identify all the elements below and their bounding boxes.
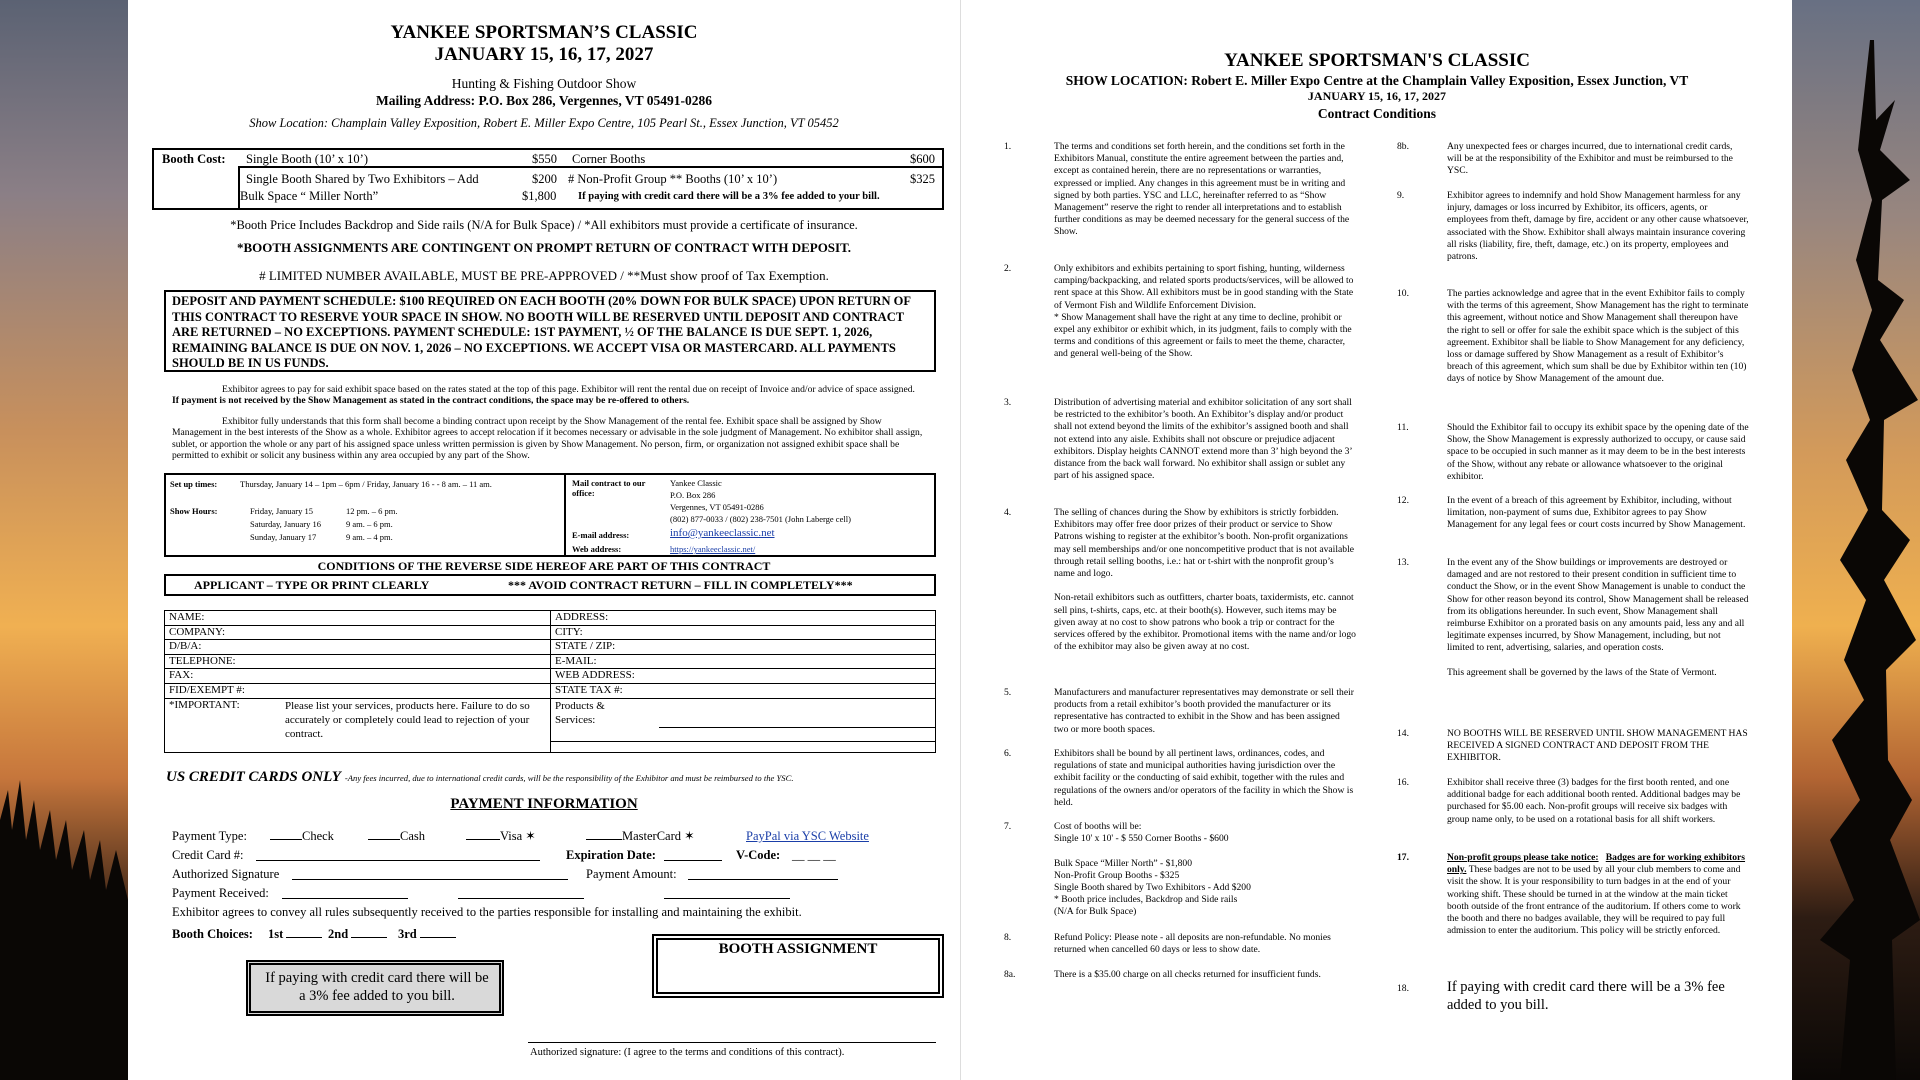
field-email[interactable]: E-MAIL: (551, 654, 936, 669)
office-line-2: P.O. Box 286 (670, 490, 716, 500)
hours-day-3: Sunday, January 17 (250, 532, 317, 542)
shared-booth-label: Single Booth Shared by Two Exhibitors – Add (246, 172, 479, 186)
payment-paragraph-text: Exhibitor agrees to pay for said exhibit space based on the rates stated at the top of this page. Exhibitor will rent the rental due on receipt of Invoice and/or advice of space assigned. (222, 384, 915, 395)
credit-card-number-input[interactable] (256, 860, 540, 861)
products-services-field[interactable] (551, 698, 936, 752)
important-cell (165, 698, 551, 752)
booth-choice-3[interactable]: 3rd (398, 927, 456, 942)
term-2: Only exhibitors and exhibits pertaining to sport fishing, hunting, wilderness camping/backpacking, and related sports products/services, will be allowed to rent space at this Show. All exhibitors must be in good standing with the State of Vermont Fish and Wildlife Enforcement Division. * Show Management shall have the right at any time to decline, prohibit or expel any exhibitor or exhibit which, in its judgment, fails to comply with the terms and conditions of this agreement or fails to meet the theme, character, and general well-being of the Show. (1054, 263, 1354, 360)
booth-choice-2[interactable]: 2nd (328, 927, 387, 942)
bulk-space-label: Bulk Space “ Miller North” (240, 189, 379, 203)
term-9: Exhibitor agrees to indemnify and hold Show Management harmless for any injury, damages or loss incurred by Exhibitor, its officers, agents, or employees from theft, damage by fire, accident or any other cause whatsoever, associated with the Show. Exhibitor shall always maintain insurance covering all risks (liability, fire, theft, damage, etc.) on its property, employees and patrons. (1447, 190, 1749, 263)
field-fax[interactable]: FAX: (165, 669, 551, 684)
vcode-input[interactable]: __ __ __ (792, 848, 836, 862)
term-14: NO BOOTHS WILL BE RESERVED UNTIL SHOW MANAGEMENT HAS RECEIVED A SIGNED CONTRACT AND DEPOSIT FROM THE EXHIBITOR. (1447, 728, 1748, 764)
term-6: Exhibitors shall be bound by all pertinent laws, ordinances, codes, and regulations of state and municipal authorities having jurisdiction over the exhibit facility or the conducting of said exhibit, together with the rules and regulations of the owners and/or operators of the facility in which the Show is held. (1054, 748, 1354, 808)
cc-only-note: -Any fees incurred, due to international credit cards, will be the responsibility of the Exhibitor and must be reimbursed to the YSC. (344, 773, 794, 783)
term-number-4: 4. (1004, 507, 1012, 518)
payment-type-label: Payment Type: (172, 829, 247, 843)
cc-fee-note: If paying with credit card there will be a 3% fee added to your bill. (578, 191, 880, 202)
web-label: Web address: (572, 544, 622, 554)
hours-time-2: 9 am. – 6 pm. (346, 519, 393, 529)
term-number-12: 12. (1397, 495, 1409, 506)
term-number-2: 2. (1004, 263, 1012, 274)
office-line-3: Vergennes, VT 05491-0286 (670, 502, 764, 512)
avoid-return-line: *** AVOID CONTRACT RETURN – FILL IN COMPLETELY*** (508, 578, 853, 592)
booth-price-note: *Booth Price Includes Backdrop and Side rails (N/A for Bulk Space) / *All exhibitors must provide a certificate of insurance. (230, 218, 858, 232)
field-state-tax[interactable]: STATE TAX #: (551, 683, 936, 698)
authorized-signature-input[interactable] (292, 879, 568, 880)
credit-card-notice (166, 768, 793, 786)
payment-received-input-3[interactable] (664, 898, 790, 899)
field-dba[interactable]: D/B/A: (165, 640, 551, 655)
vcode-label: V-Code: (736, 848, 781, 862)
mastercard-option[interactable]: MasterCard ✶ (586, 829, 695, 844)
email-link[interactable]: info@yankeeclassic.net (670, 527, 775, 539)
show-info-divider (564, 475, 566, 555)
payment-received-label: Payment Received: (172, 886, 269, 900)
office-line-1: Yankee Classic (670, 478, 722, 488)
booth-choice-1[interactable]: 1st (268, 927, 322, 942)
cash-option[interactable]: Cash (368, 829, 425, 844)
payment-received-input-1[interactable] (282, 898, 408, 899)
bulk-space-price: $1,800 (522, 189, 557, 203)
check-option[interactable]: Check (270, 829, 334, 844)
term-number-11: 11. (1397, 422, 1409, 433)
term-number-8b: 8b. (1397, 141, 1409, 152)
term-11: Should the Exhibitor fail to occupy its exhibit space by the opening date of the Show, the Show Management is expressly authorized to occupy, or cause said space to be occupied in such manner as it may deem to be in the best interests of the Show, without any rebate or allowance whatsoever to the original exhibitor. (1447, 422, 1749, 482)
field-telephone[interactable]: TELEPHONE: (165, 654, 551, 669)
expiration-label: Expiration Date: (566, 848, 656, 862)
term-8: Refund Policy: Please note - all deposits are non-refundable. No monies returned when cancelled 60 days or less to show date. (1054, 932, 1331, 956)
term-16: Exhibitor shall receive three (3) badges for the first booth rented, and one additional badge for each additional booth rented. Additional badges may be purchased for $5.00 each. Non-profit groups will receive six badges with group name only, to be used on a rotational basis for all shift workers. (1447, 777, 1741, 825)
important-text: Please list your services, products here. Failure to do so accurately or completely could lead to rejection of your contract. (285, 699, 530, 740)
field-company[interactable]: COMPANY: (165, 625, 551, 640)
term-number-17: 17. (1397, 852, 1409, 863)
field-state-zip[interactable]: STATE / ZIP: (551, 640, 936, 655)
hours-time-1: 12 pm. – 6 pm. (346, 506, 398, 516)
cc-fee-callout (246, 960, 504, 1016)
term-number-16: 16. (1397, 777, 1409, 788)
booth-choices-label: Booth Choices: (172, 927, 253, 941)
term-10: The parties acknowledge and agree that in the event Exhibitor fails to comply with the terms of this agreement, Show Management has the right to terminate this agreement, without notice and Show Management shall thereupon have the right to sell or offer for sale the exhibit space which is the subject of this agreement. Exhibitor shall be liable to Show Management for any deficiency, loss or damage suffered by Show Management as a result of Exhibitor’s breach of this agreement, which sum shall be due by Exhibitor within ten (10) days of notice by Show Management of the amount due. (1447, 288, 1749, 385)
limited-number-note: # LIMITED NUMBER AVAILABLE, MUST BE PRE-APPROVED / **Must show proof of Tax Exemption. (259, 268, 829, 283)
conditions-subtitle: Contract Conditions (1317, 106, 1437, 121)
term-5: Manufacturers and manufacturer representatives may demonstrate or sell their products from a retail exhibitor’s booth provided the manufacturer or its representative has contracted to exhibit in the Show and has been assigned two or more booth spaces. (1054, 687, 1354, 735)
form-subtitle: Hunting & Fishing Outdoor Show (451, 76, 637, 91)
conditions-line: CONDITIONS OF THE REVERSE SIDE HEREOF ARE PART OF THIS CONTRACT (317, 559, 771, 573)
grass-silhouette-left (0, 760, 128, 1080)
field-address[interactable]: ADDRESS: (551, 611, 936, 626)
tree-silhouette (1800, 40, 1920, 1080)
setup-label: Set up times: (170, 479, 218, 489)
payment-amount-label: Payment Amount: (586, 867, 677, 881)
cc-fee-callout-text: If paying with credit card there will be a 3% fee added to you bill. (265, 970, 489, 1004)
form-dates: JANUARY 15, 16, 17, 2027 (434, 44, 654, 65)
term-number-7: 7. (1004, 821, 1012, 832)
term-13: In the event any of the Show buildings or improvements are destroyed or damaged and are not restored to their present condition in sufficient time to conduct the Show, or in the event Show Management is unable to conduct the Show for other reason beyond its control, Show Management shall be released from its obligations hereunder. In such event, Show Management shall reimburse Exhibitor on a prorated basis on any amounts paid, less any and all legitimate expenses incurred, by Show Management, including, but not limited to rent, advertising, salaries, and operation costs. This agreement shall be governed by the laws of the State of Vermont. (1447, 557, 1749, 678)
single-booth-label: Single Booth (10’ x 10’) (246, 152, 368, 166)
term-number-3: 3. (1004, 397, 1012, 408)
form-title: YANKEE SPORTSMAN’S CLASSIC (390, 22, 698, 43)
term-number-13: 13. (1397, 557, 1409, 568)
applicant-form-table (164, 610, 936, 753)
email-label: E-mail address: (572, 530, 630, 540)
expiration-input[interactable] (664, 860, 722, 861)
show-location: Show Location: Champlain Valley Exposition, Robert E. Miller Expo Centre, 105 Pearl St., Essex Junction, VT 05452 (249, 116, 839, 130)
deposit-schedule-box: DEPOSIT AND PAYMENT SCHEDULE: $100 REQUIRED ON EACH BOOTH (20% DOWN FOR BULK SPACE) UPON RETURN OF THIS CONTRACT TO RESERVE YOUR SPACE IN SHOW. NO BOOTH WILL BE RESERVED UNTIL DEPOSIT AND CONTRACT ARE RETURNED – NO EXCEPTIONS. PAYMENT SCHEDULE: 1ST PAYMENT, ½ OF THE BALANCE IS DUE SEPT. 1, 2026, REMAINING BALANCE IS DUE ON NOV. 1, 2026 – NO EXCEPTIONS. WE ACCEPT VISA OR MASTERCARD. ALL PAYMENTS SHOULD BE IN US FUNDS. (164, 290, 936, 372)
term-17-text: These badges are not to be used by all your club members to come and visit the show. It is your responsibility to turn badges in at the end of your working shift. These should be turned in at the window at the main ticket booth outside of the front entrance of the auditorium. If others come to work the booth and there no badges available, they will be required to pay full admission to enter the auditorium. This policy will be strictly enforced. (1447, 864, 1741, 937)
term-17-badges: Badges are for working exhibitors only. (1447, 852, 1746, 876)
shared-booth-price: $200 (532, 172, 557, 186)
conditions-location: SHOW LOCATION: Robert E. Miller Expo Centre at the Champlain Valley Exposition, Essex Junction, VT (1065, 73, 1689, 88)
products-label: Products & Services: (555, 699, 605, 726)
conditions-dates: JANUARY 15, 16, 17, 2027 (1307, 89, 1447, 103)
term-number-8a: 8a. (1004, 969, 1016, 980)
term-8b: Any unexpected fees or charges incurred, due to international credit cards, will be at the responsibility of the Exhibitor and must be reimbursed to the YSC. (1447, 141, 1733, 177)
nonprofit-booth-price: $325 (910, 172, 935, 186)
term-17-notice: Non-profit groups please take notice: (1447, 852, 1599, 863)
term-18: If paying with credit card there will be a 3% fee added to you bill. (1447, 979, 1725, 1013)
contract-form-page (128, 0, 960, 1080)
hours-time-3: 9 am. – 4 pm. (346, 532, 393, 542)
field-name[interactable]: NAME: (165, 611, 551, 626)
payment-amount-input[interactable] (688, 879, 838, 880)
field-city[interactable]: CITY: (551, 625, 936, 640)
term-7: Cost of booths will be: Single 10' x 10' - $ 550 Corner Booths - $600 Bulk Space “Miller North” - $1,800 Non-Profit Group Booths - $325 Single Booth shared by Two Exhibitors - Add $200 * Booth price includes, Backdrop and Side rails (N/A for Bulk Space) (1054, 821, 1251, 918)
term-number-18: 18. (1397, 983, 1409, 994)
single-booth-price: $550 (532, 152, 557, 166)
authorized-signature-label: Authorized Signature (172, 867, 280, 881)
setup-times: Thursday, January 14 – 1pm – 6pm / Friday, January 16 - - 8 am. – 11 am. (240, 479, 492, 489)
term-17 (1447, 852, 1749, 937)
payment-paragraph (172, 384, 924, 407)
contract-conditions-page (960, 0, 1792, 1080)
term-1: The terms and conditions set forth herein, and the conditions set forth in the Exhibitors Manual, constitute the entire agreement between the parties and, except as contained herein, there are no representations or warranties, expressed or implied. Any changes in this agreement must be in writing and signed by both parties. YSC and LLC, hereinafter referred to as “Show Management” reserve the right to render all interpretations and to establish further conditions as may be deemed necessary for the general success of the Show. (1054, 141, 1350, 238)
field-web-address[interactable]: WEB ADDRESS: (551, 669, 936, 684)
hours-day-2: Saturday, January 16 (250, 519, 321, 529)
field-fid-exempt[interactable]: FID/EXEMPT #: (165, 683, 551, 698)
term-number-9: 9. (1397, 190, 1405, 201)
corner-booth-price: $600 (910, 152, 935, 166)
credit-card-number-label: Credit Card #: (172, 848, 244, 862)
payment-received-input-2[interactable] (458, 898, 584, 899)
show-hours-label: Show Hours: (170, 506, 218, 516)
nonprofit-booth-label: # Non-Profit Group ** Booths (10’ x 10’) (568, 172, 778, 186)
term-number-8: 8. (1004, 932, 1012, 943)
booth-cost-label: Booth Cost: (162, 152, 226, 166)
web-link[interactable]: https://yankeeclassic.net/ (670, 544, 756, 554)
term-number-5: 5. (1004, 687, 1012, 698)
conditions-title: YANKEE SPORTSMAN'S CLASSIC (1224, 50, 1530, 71)
cc-only-heading: US CREDIT CARDS ONLY (166, 769, 341, 785)
binding-contract-paragraph: Exhibitor fully understands that this form shall become a binding contract upon receipt by the Show Management of the rental fee. Exhibit space shall be assigned by Show Management in the best interests of the Show as a whole. Exhibitor agrees to accept relocation if it becomes necessary or advisable in the sole judgment of Management. No exhibitor shall assign, sublet, or apportion the whole or any part of his assigned space unless written permission is given by Show Management. No person, firm, or organization not assigned exhibit space shall be permitted to exhibit or solicit any business within any area occupied by any part of the Show. (172, 416, 923, 462)
visa-option[interactable]: Visa ✶ (466, 829, 536, 844)
booth-assignment-note: *BOOTH ASSIGNMENTS ARE CONTINGENT ON PROMPT RETURN OF CONTRACT WITH DEPOSIT. (236, 240, 852, 255)
convey-rules-text: Exhibitor agrees to convey all rules subsequently received to the parties responsible for installing and maintaining the exhibit. (172, 905, 802, 919)
booth-assignment-label: BOOTH ASSIGNMENT (718, 941, 878, 957)
term-8a: There is a $35.00 charge on all checks returned for insufficient funds. (1054, 969, 1321, 980)
term-4: The selling of chances during the Show by exhibitors is strictly forbidden. Exhibitors may offer free door prizes of their product or service to Show Patrons wishing to register at the exhibitor’s booth. Non-profit organizations may sell memberships and/or one noncompetitive product that is not available through retail selling booths, i.e.: hat or t-shirt with the nonprofit group’s name and logo. Non-retail exhibitors such as outfitters, charter boats, taxidermists, etc. cannot sell pins, t-shirts, caps, etc. at their booth(s). However, such items may be given away at no cost to show patrons who book a trip or contract for the services offered by the exhibitor. Promotional items with the name and/or logo of the exhibitor may also be given away at no cost. (1054, 507, 1356, 653)
mailing-address: Mailing Address: P.O. Box 286, Vergennes, VT 05491-0286 (376, 93, 712, 108)
term-number-6: 6. (1004, 748, 1012, 759)
booth-assignment-box (652, 934, 944, 998)
term-number-1: 1. (1004, 141, 1012, 152)
final-signature-label: Authorized signature: (I agree to the terms and conditions of this contract). (530, 1047, 845, 1058)
hours-day-1: Friday, January 15 (250, 506, 313, 516)
applicant-line: APPLICANT – TYPE OR PRINT CLEARLY (194, 578, 430, 592)
term-3: Distribution of advertising material and exhibitor solicitation of any sort shall be restricted to the exhibitor’s booth. An Exhibitor’s display and/or product shall not extend beyond the limits of the exhibitor’s assigned booth and shall not extend into any aisle. Exhibits shall not obscure or prejudice adjacent exhibitors. Display heights CANNOT extend more than 3’ high beyond the 3’ distance from the back wall forward. No exhibitor shall assign or sublet any part of his assigned space. (1054, 397, 1352, 482)
payment-paragraph-warning: If payment is not received by the Show Management as stated in the contract conditions, the space may be re-offered to others. (172, 395, 690, 407)
office-line-4: (802) 877-0033 / (802) 238-7501 (John Laberge cell) (670, 514, 851, 524)
payment-info-title: PAYMENT INFORMATION (450, 796, 638, 812)
mail-contract-label: Mail contract to our office: (572, 478, 646, 498)
final-signature-line[interactable] (528, 1042, 936, 1043)
corner-booth-label: Corner Booths (572, 152, 646, 166)
term-number-10: 10. (1397, 288, 1409, 299)
term-12: In the event of a breach of this agreement by Exhibitor, including, without limitation, non-payment of sums due, Exhibitor agrees to pay Show Management for any legal fees or court costs incurred by Show Management. (1447, 495, 1746, 531)
term-number-14: 14. (1397, 728, 1409, 739)
important-label: *IMPORTANT: (169, 698, 240, 711)
paypal-link[interactable]: PayPal via YSC Website (746, 829, 869, 843)
